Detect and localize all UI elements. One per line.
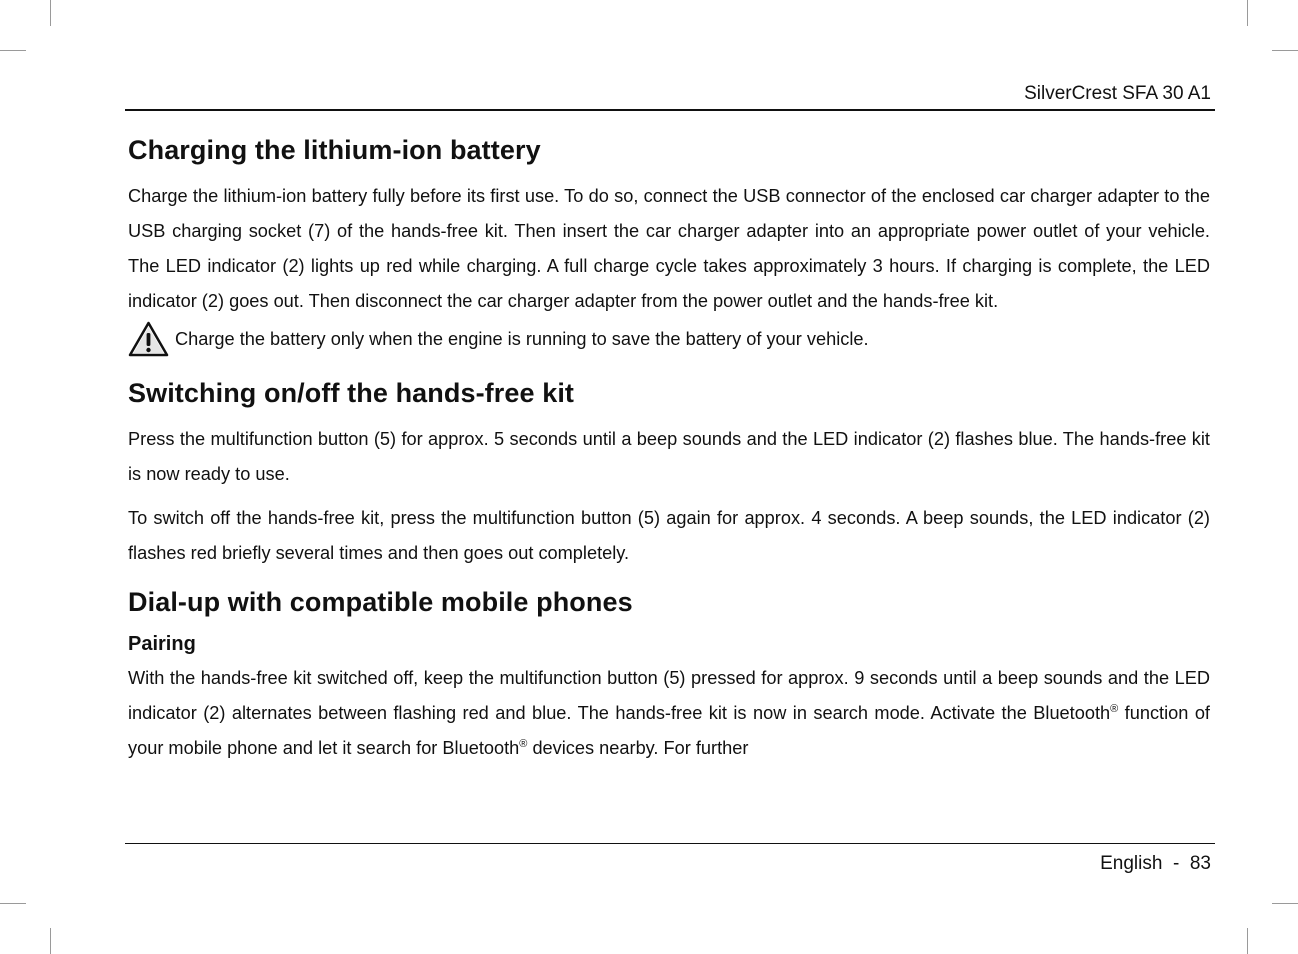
switching-paragraph-off: To switch off the hands-free kit, press the multifunction button (5) again for approx. 4 seconds. A beep sounds, the LED indicator (2) flashes red briefly several times and then goes out completely. (128, 508, 1210, 563)
charging-warning-notice (128, 319, 1210, 359)
crop-mark-top-right (1247, 0, 1248, 26)
crop-mark-top-left (50, 0, 51, 26)
charging-warning-text: Charge the battery only when the engine is running to save the battery of your vehicle. (175, 328, 869, 349)
warning-triangle-icon (128, 321, 169, 357)
crop-mark-right-bottom (1272, 903, 1298, 904)
footer-language: English (1100, 853, 1163, 874)
section-title-switching: Switching on/off the hands-free kit (128, 378, 575, 408)
running-footer (1100, 852, 1211, 876)
footer-rule (125, 843, 1215, 844)
pairing-paragraph (128, 661, 1210, 766)
crop-mark-left-top (0, 50, 26, 51)
running-header: SilverCrest SFA 30 A1 (1024, 83, 1211, 104)
crop-mark-bottom-left (50, 928, 51, 954)
crop-mark-bottom-right (1247, 928, 1248, 954)
registered-mark: ® (519, 737, 528, 750)
header-rule (125, 109, 1215, 111)
pairing-text-part3: devices nearby. For further (527, 738, 749, 758)
footer-separator: - (1172, 853, 1180, 874)
charging-paragraph: Charge the lithium-ion battery fully before its first use. To do so, connect the USB connector of the enclosed car charger adapter to the USB charging socket (7) of the hands-free kit. Then insert the car charger adapter into an appropriate power outlet of your vehicle. The LED indicator (2) lights up red while charging. A full charge cycle takes approximately 3 hours. If charging is complete, the LED indicator (2) goes out. Then disconnect the car charger adapter from the power outlet and the hands-free kit. (128, 186, 1210, 311)
registered-mark: ® (1110, 702, 1119, 715)
page-content (128, 130, 1210, 766)
crop-mark-right-top (1272, 50, 1298, 51)
section-title-charging: Charging the lithium-ion battery (128, 135, 541, 165)
switching-paragraph-on: Press the multifunction button (5) for approx. 5 seconds until a beep sounds and the LED indicator (2) flashes blue. The hands-free kit is now ready to use. (128, 429, 1210, 484)
pairing-text-part2: function of your mobile phone and let it search for Bluetooth (128, 703, 1210, 758)
crop-mark-left-bottom (0, 903, 26, 904)
section-title-dialup: Dial-up with compatible mobile phones (128, 587, 633, 617)
footer-page-number: 83 (1189, 853, 1211, 874)
pairing-text-part1: With the hands-free kit switched off, keep the multifunction button (5) pressed for approx. 9 seconds until a beep sounds and the LED indicator (2) alternates between flashing red and blue. The hands-free kit is now in search mode. Activate the Bluetooth (128, 668, 1210, 723)
subsection-title-pairing: Pairing (128, 633, 196, 655)
